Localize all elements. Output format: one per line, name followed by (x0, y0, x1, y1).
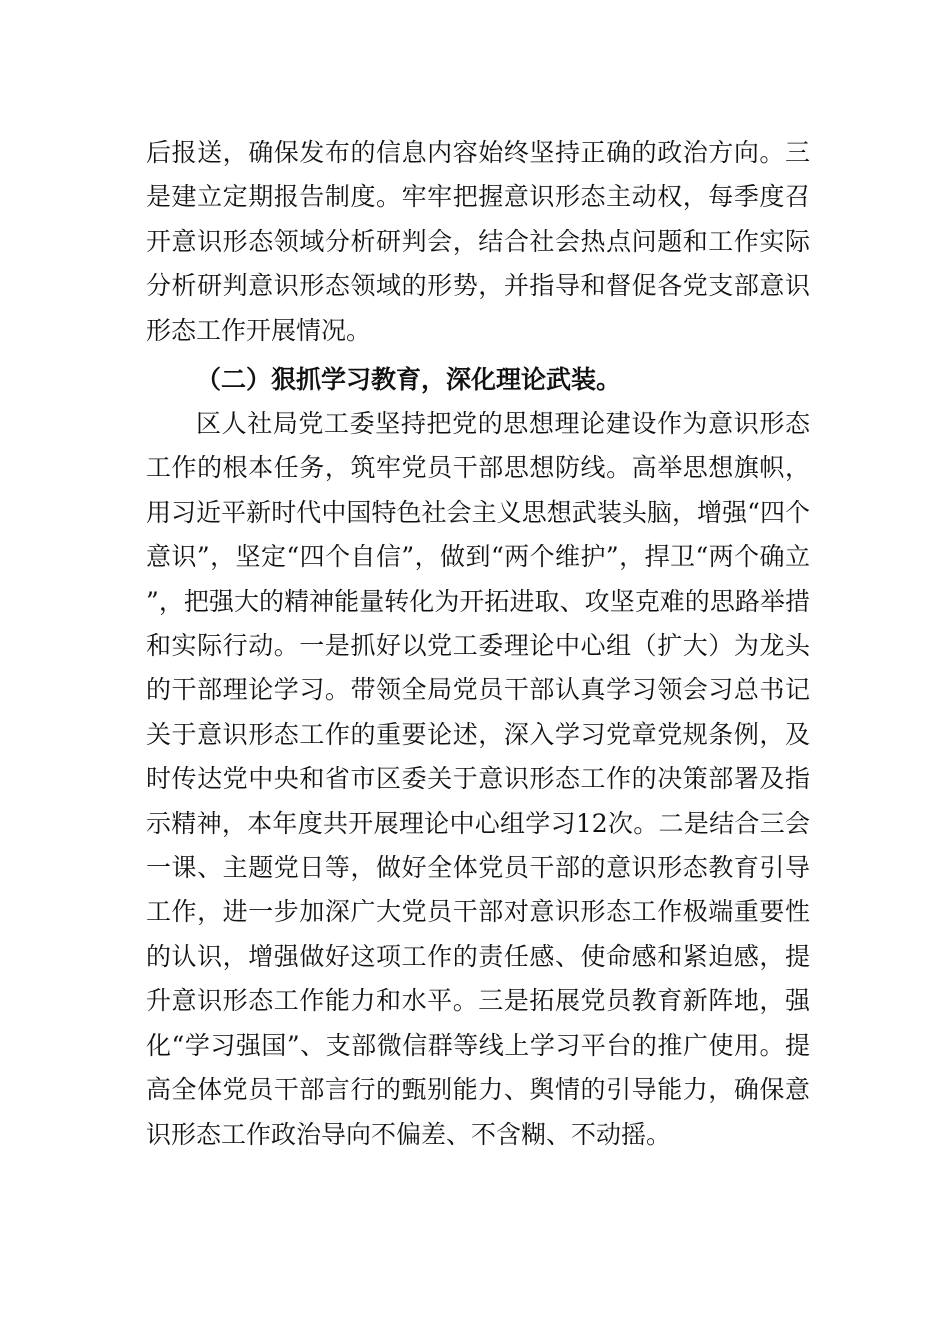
body-paragraph: 区人社局党工委坚持把党的思想理论建设作为意识形态工作的根本任务，筑牢党员干部思想防线。高举思想旗帜，用习近平新时代中国特色社会主义思想武装头脑，增强“四个意识”，坚定“四个自信”，做到“两个维护”，捍卫“两个确立”，把强大的精神能量转化为开拓进取、攻坚克难的思路举措和实际行动。一是抓好以党工委理论中心组（扩大）为龙头的干部理论学习。带领全局党员干部认真学习领会习总书记关于意识形态工作的重要论述，深入学习党章党规条例，及时传达党中央和省市区委关于意识形态工作的决策部署及指示精神，本年度共开展理论中心组学习12次。二是结合三会一课、主题党日等，做好全体党员干部的意识形态教育引导工作，进一步加深广大党员干部对意识形态工作极端重要性的认识，增强做好这项工作的责任感、使命感和紧迫感，提升意识形态工作能力和水平。三是拓展党员教育新阵地，强化“学习强国”、支部微信群等线上学习平台的推广使用。提高全体党员干部言行的甄别能力、舆情的引导能力，确保意识形态工作政治导向不偏差、不含糊、不动摇。 (146, 409, 810, 1149)
section-heading: （二）狠抓学习教育，深化理论武装。 (196, 365, 622, 394)
paragraph-section (146, 402, 810, 1157)
paragraph-continuation (146, 131, 810, 353)
body-paragraph: 后报送，确保发布的信息内容始终坚持正确的政治方向。三是建立定期报告制度。牢牢把握意识形态主动权，每季度召开意识形态领域分析研判会，结合社会热点问题和工作实际分析研判意识形态领域的形势，并指导和督促各党支部意识形态工作开展情况。 (146, 138, 810, 345)
